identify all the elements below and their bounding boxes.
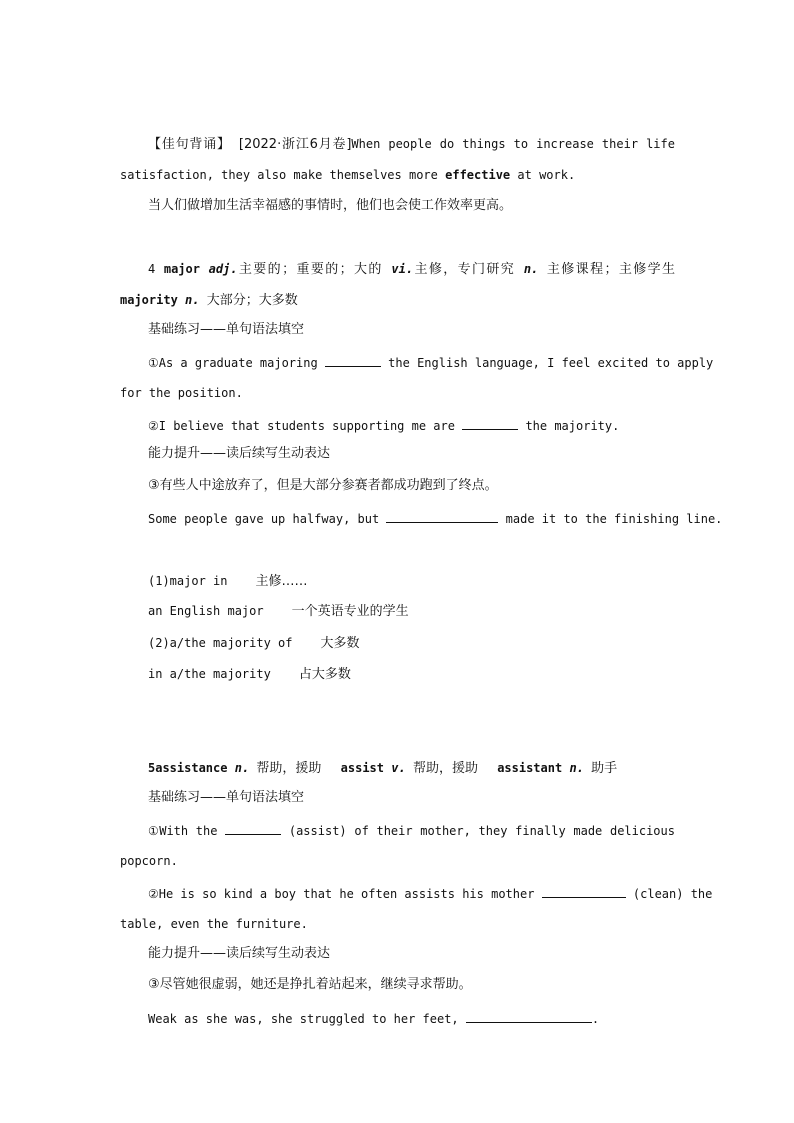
question-5-1-line1 — [148, 822, 675, 838]
question-4-3-english — [148, 510, 723, 526]
pos-vi: vi. — [391, 262, 414, 276]
advanced-practice-title: 能力提升——读后续写生动表达 — [148, 946, 331, 961]
q3-part2: made it to the finishing line. — [505, 512, 723, 526]
meaning-vi: 主修，专门研究 — [413, 262, 516, 277]
sentence-part1: When people do things to increase their life — [351, 137, 675, 151]
vocab-word-assistance: 5assistance — [148, 761, 228, 775]
phrase-in-majority — [148, 666, 675, 682]
basic-practice-title: 基础练习——单句语法填空 — [148, 790, 305, 805]
meaning-n: 主修课程；主修学生 — [546, 262, 676, 277]
q1-part1: ①With the — [148, 824, 218, 838]
keyword-effective: effective — [445, 168, 511, 182]
answer-blank[interactable] — [466, 1010, 592, 1023]
pos-n2: n. — [185, 293, 200, 307]
jiaju-sentence-line2 — [120, 167, 675, 183]
phrase-en: (1)major in — [148, 574, 228, 588]
q3-part2: . — [591, 1012, 600, 1026]
q2-part2: (clean) the — [632, 887, 713, 901]
q2-part1: ②I believe that students supporting me are — [148, 419, 455, 433]
pos-n: n. — [523, 262, 539, 276]
vocab-word-assist: assist — [340, 761, 385, 775]
answer-blank[interactable] — [325, 354, 381, 367]
q2-part2: the majority. — [525, 419, 620, 433]
q3-part1: Weak as she was, she struggled to her feet, — [148, 1012, 459, 1026]
question-4-3-chinese: ③有些人中途放弃了，但是大部分参赛者都成功跑到了终点。 — [148, 478, 498, 493]
sentence-part3: at work. — [517, 168, 576, 182]
vocab-assistance-line — [148, 760, 675, 776]
phrase-english-major — [148, 603, 675, 619]
phrase-en: an English major — [148, 604, 264, 618]
question-5-1-line2: popcorn. — [120, 854, 178, 868]
pos-adj: adj. — [208, 262, 238, 276]
advanced-practice-title: 能力提升——读后续写生动表达 — [148, 446, 331, 461]
meaning-assistance: 帮助，援助 — [256, 761, 322, 776]
basic-practice-title: 基础练习——单句语法填空 — [148, 322, 305, 337]
phrase-cn: 主修…… — [255, 574, 308, 589]
vocab-word-majority: majority — [120, 293, 178, 307]
q3-part1: Some people gave up halfway, but — [148, 512, 380, 526]
meaning-adj: 主要的；重要的；大的 — [237, 262, 383, 277]
pos-v: v. — [391, 761, 406, 775]
question-5-2-line2: table, even the furniture. — [120, 917, 308, 931]
question-4-1-line2: for the position. — [120, 386, 243, 400]
phrase-cn: 占大多数 — [298, 667, 351, 682]
meaning-assist: 帮助，援助 — [412, 761, 478, 776]
answer-blank[interactable] — [386, 510, 498, 523]
phrase-cn: 大多数 — [320, 636, 360, 651]
phrase-major-in — [148, 573, 675, 589]
answer-blank[interactable] — [225, 822, 281, 835]
q1-part1: ①As a graduate majoring — [148, 356, 318, 370]
answer-blank[interactable] — [462, 417, 518, 430]
phrase-en: (2)a/the majority of — [148, 636, 293, 650]
phrase-majority-of — [148, 635, 675, 651]
question-5-2-line1 — [148, 885, 713, 901]
meaning-n2: 大部分；大多数 — [206, 293, 298, 308]
phrase-en: in a/the majority — [148, 667, 271, 681]
question-5-3-chinese: ③尽管她很虚弱，她还是挣扎着站起来，继续寻求帮助。 — [148, 977, 472, 992]
question-4-1-line1 — [148, 354, 714, 370]
vocab-word-major: major — [163, 262, 200, 276]
meaning-assistant: 助手 — [591, 761, 618, 776]
vocab-majority-line — [120, 292, 675, 308]
jiaju-sentence-line1 — [148, 136, 675, 152]
question-5-3-english — [148, 1010, 675, 1026]
answer-blank[interactable] — [542, 885, 626, 898]
vocab-word-assistant: assistant — [497, 761, 563, 775]
source-tag: [2022·浙江6月卷] — [238, 137, 352, 152]
q2-part1: ②He is so kind a boy that he often assists his mother — [148, 887, 535, 901]
jiaju-translation: 当人们做增加生活幸福感的事情时，他们也会使工作效率更高。 — [148, 198, 513, 213]
jiaju-label: 【佳句背诵】 — [148, 137, 231, 152]
vocab-number: 4 — [148, 262, 156, 276]
phrase-cn: 一个英语专业的学生 — [291, 604, 409, 619]
vocab-major-line1 — [148, 261, 675, 277]
pos-n: n. — [569, 761, 584, 775]
pos-n: n. — [234, 761, 250, 775]
question-4-2 — [148, 417, 675, 433]
sentence-part2: satisfaction, they also make themselves more — [120, 168, 438, 182]
q1-part2: (assist) of their mother, they finally made delicious — [288, 824, 675, 838]
q1-part2: the English language, I feel excited to apply — [388, 356, 714, 370]
